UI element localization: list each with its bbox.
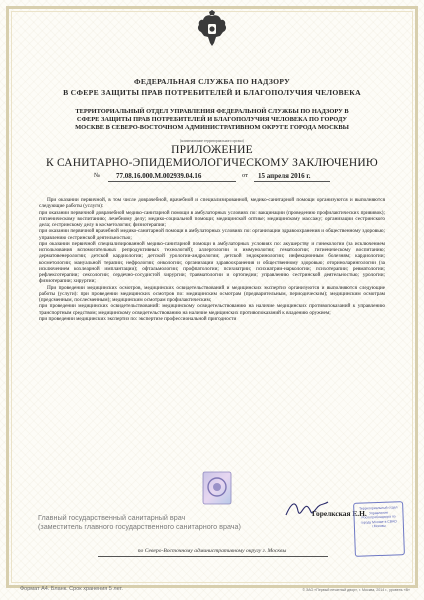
number-underline	[108, 181, 236, 182]
number-label: №	[94, 172, 101, 179]
document-title-line2: К САНИТАРНО-ЭПИДЕМИОЛОГИЧЕСКОМУ ЗАКЛЮЧЕНИЮ	[46, 157, 378, 169]
services-paragraph: при проведении медицинских освидетельствований: медицинскому освидетельствованию на наличие медицинских противопоказаний к управлению транспортным средством; медицинскому освидетельствованию на наличие медицинских противопоказаний к владению оружием;	[39, 303, 385, 316]
conclusion-number: 77.08.16.000.М.002939.04.16	[116, 172, 202, 180]
territorial-office-line1: ТЕРРИТОРИАЛЬНЫЙ ОТДЕЛ УПРАВЛЕНИЯ ФЕДЕРАЛЬНОЙ СЛУЖБЫ ПО НАДЗОРУ В	[75, 108, 349, 115]
services-paragraph: при оказании первичной врачебной медико-санитарной помощи в амбулаторных условиях по: организации здравоохранения и общественному здоровью; управлению сестринской деятельностью;	[39, 228, 385, 241]
blank-format-note: Формат А4. Бланк. Срок хранения 5 лет.	[20, 586, 123, 592]
services-paragraph: при оказании первичной доврачебной медико-санитарной помощи в амбулаторных условиях по: вакцинации (проведению профилактических прививок); гигиеническому воспитанию; лечебному делу; медико-социальной помощи; медицинской оптике; медицинскому массажу; организации сестринского дела; сестринскому делу в косметологии; физиотерапии;	[39, 209, 385, 228]
territorial-office-line3: МОСКВЕ В СЕВЕРО-ВОСТОЧНОМ АДМИНИСТРАТИВНОМ ОКРУГЕ ГОРОДА МОСКВЫ	[75, 124, 349, 131]
footer-region: по Северо-Восточному административному округу г. Москвы	[137, 548, 287, 554]
signatory-position-line1: Главный государственный санитарный врач	[38, 513, 186, 522]
services-paragraph: при проведении медицинских экспертиз по: экспертизе профессиональной пригодности	[39, 315, 237, 322]
signatory-position-line2: (заместитель главного государственного санитарного врача)	[38, 522, 241, 531]
stamp-text: Территориальный отдел Управления Роспотребнадзора по городу Москве в СВАО г.Москвы	[359, 505, 398, 529]
double-headed-eagle-emblem-icon	[195, 10, 229, 50]
services-list	[39, 197, 385, 322]
territorial-office-line2: СФЕРЕ ЗАЩИТЫ ПРАВ ПОТРЕБИТЕЛЕЙ И БЛАГОПОЛУЧИЯ ЧЕЛОВЕКА ПО ГОРОДУ	[76, 116, 348, 123]
territorial-office-caption: (наименование территориального органа)	[180, 139, 244, 143]
services-paragraph: при оказании первичной специализированной медико-санитарной помощи в амбулаторных условиях по: акушерству и гинекологии (за исключением использования вспомогательных репродуктивных технологий); аллергологии и иммунологии; гематологии; гигиеническому воспитанию; дерматовенерологии; детской кардиологии; детской урологии-андрологии; детской эндокринологии; инфекционным болезням; кардиологии; косметологии; мануальной терапии; нефрологии; онкологии; организации здравоохранения и общественному здоровью; оториноларингологии (за исключением кохлеарной имплантации); офтальмологии; профпатологии; психиатрии; психиатрии-наркологии; психотерапии; ревматологии; рефлексотерапии; сексологии; сердечно-сосудистой хирургии; травматологии и ортопедии; управлению сестринской деятельностью; урологии; физиотерапии; хирургии;	[39, 240, 385, 285]
printer-note: © ЗАО «Первый печатный двор», г. Москва, 2014 г., уровень «В»	[302, 588, 410, 592]
document-title-line1: ПРИЛОЖЕНИЕ	[171, 144, 253, 156]
date-label: от	[242, 172, 248, 179]
signatory-name: Горелкская Е.Н.	[312, 509, 367, 518]
footer-underline	[98, 556, 328, 557]
agency-name-line2: В СФЕРЕ ЗАЩИТЫ ПРАВ ПОТРЕБИТЕЛЕЙ И БЛАГОПОЛУЧИЯ ЧЕЛОВЕКА	[63, 88, 361, 97]
agency-name-line1: ФЕДЕРАЛЬНАЯ СЛУЖБА ПО НАДЗОРУ	[134, 77, 290, 86]
services-paragraph: При проведении медицинских осмотров, медицинских освидетельствований и медицинских экспертиз организуются и выполняются следующие работы (услуги): при проведении медицинских осмотров по: медицинским осмотрам (предварительным, периодическим); медицинским осмотрам (предсменным, послесменным); медицинским осмотрам профилактическим;	[39, 284, 385, 303]
territorial-office-name	[40, 108, 384, 132]
conclusion-date: 15 апреля 2016 г.	[258, 172, 311, 180]
services-paragraph: При оказании первичной, в том числе доврачебной, врачебной и специализированной, медико-санитарной помощи организуются и выполняются следующие работы (услуги):	[39, 197, 385, 210]
signatory-position	[38, 513, 241, 531]
date-underline	[254, 181, 330, 182]
hologram-seal-icon	[202, 471, 232, 505]
